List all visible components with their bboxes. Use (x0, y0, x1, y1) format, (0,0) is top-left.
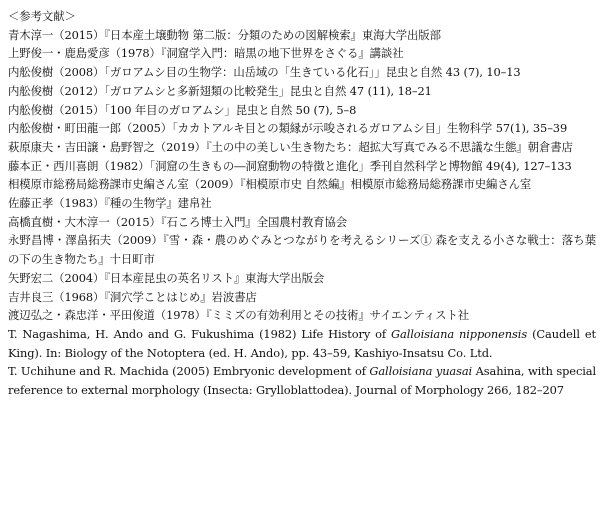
reference-text: 相模原市総務局総務課市史編さん室（2009）『相模原市史 自然編』相模原市総務局総務課市史編さん室 (8, 177, 532, 192)
reference-entry (8, 306, 596, 325)
reference-entry (8, 288, 596, 307)
reference-text: 永野昌博・澤畠拓夫（2009）『雪・森・農のめぐみとつながりを考えるシリーズ① 森を支える小さな戦士：落ち葉の下の生き物たち』十日町市 (8, 233, 596, 267)
species-name: Galloisiana nipponensis (391, 326, 528, 341)
reference-entry (8, 44, 596, 63)
reference-entry (8, 63, 596, 82)
species-name: Galloisiana yuasai (369, 364, 473, 379)
reference-text: 萩原康夫・吉田譲・島野智之（2019）『土の中の美しい生き物たち：超拡大写真でみる不思議な生態』朝倉書店 (8, 139, 573, 154)
reference-entry (8, 119, 596, 138)
reference-entry (8, 269, 596, 288)
reference-text: 吉井良三（1968）『洞穴学ことはじめ』岩波書店 (8, 289, 257, 304)
reference-text: 上野俊一・鹿島愛彦（1978）『洞窟学入門：暗黒の地下世界をさぐる』講談社 (8, 46, 404, 61)
reference-entry (8, 231, 596, 268)
reference-text: 藤本正・西川喜朗（1982）「洞窟の生きもの―洞窟動物の特徴と進化」季刊自然科学と博物館 49(4), 127–133 (8, 158, 572, 173)
reference-text: 高橋直樹・大木淳一（2015）『石ころ博士入門』全国農村教育協会 (8, 214, 348, 229)
reference-entry (8, 194, 596, 213)
reference-text: 青木淳一（2015）『日本産土壌動物 第二版：分類のための図解検索』東海大学出版部 (8, 27, 441, 42)
reference-entry (8, 175, 596, 194)
reference-entry (8, 101, 596, 120)
reference-entry (8, 138, 596, 157)
reference-text: 内舩俊樹・町田龍一郎（2005）「カカトアルキ目との類縁が示唆されるガロアムシ目」生物科学 57(1), 35–39 (8, 121, 568, 136)
reference-text-tail: (Caudell et King). In: Biology of the Notoptera (ed. H. Ando), pp. 43–59, Kashiyo-Insatsu Co. Ltd. (8, 326, 596, 360)
reference-list (8, 26, 596, 400)
reference-entry (8, 325, 596, 362)
reference-entry (8, 213, 596, 232)
reference-text: 矢野宏二（2004）『日本産昆虫の英名リスト』東海大学出版会 (8, 270, 325, 285)
reference-entry (8, 157, 596, 176)
reference-text: T. Uchihune and R. Machida (2005) Embryonic development of (8, 364, 370, 379)
reference-entry (8, 362, 596, 399)
reference-text: T. Nagashima, H. Ando and G. Fukushima (1982) Life History of (8, 326, 392, 341)
references-heading: ＜参考文献＞ (8, 9, 76, 23)
reference-entry (8, 82, 596, 101)
reference-text: 内舩俊樹（2015）「100 年目のガロアムシ」昆虫と自然 50 (7), 5–8 (8, 102, 357, 117)
reference-text: 佐藤正孝（1983）『種の生物学』建帛社 (8, 196, 212, 211)
reference-text-tail: Asahina, with special reference to external morphology (Insecta: Grylloblattodea). Journal of Morphology 266, 182–207 (8, 364, 597, 398)
reference-text: 渡辺弘之・森忠洋・平田俊道（1978）『ミミズの有効利用とその技術』サイエンティスト社 (8, 308, 470, 323)
reference-entry (8, 26, 596, 45)
reference-text: 内舩俊樹（2008）「ガロアムシ目の生物学：山岳域の「生きている化石」」昆虫と自然 43 (7), 10–13 (8, 65, 521, 80)
reference-text: 内舩俊樹（2012）「ガロアムシと多新翅類の比較発生」昆虫と自然 47 (11), 18–21 (8, 83, 432, 98)
